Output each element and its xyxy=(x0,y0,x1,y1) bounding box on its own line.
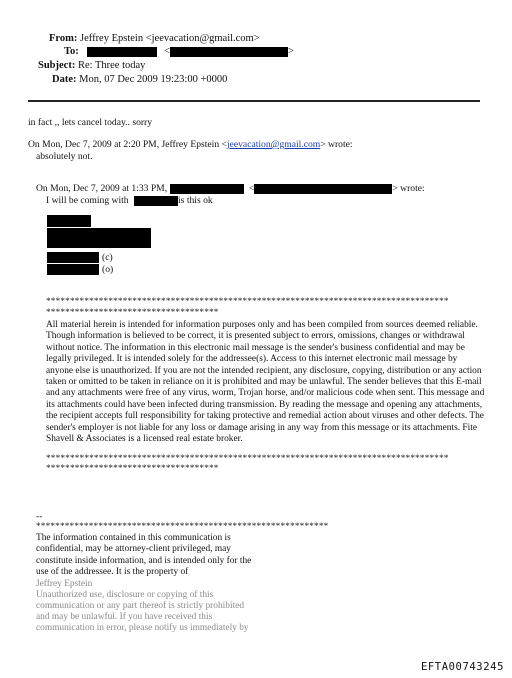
subject-label: Subject: xyxy=(38,60,76,71)
redaction-box xyxy=(134,196,178,206)
redaction-box xyxy=(170,184,244,194)
bates-number: EFTA00743245 xyxy=(420,661,504,673)
quote-2-suffix: > wrote: xyxy=(392,183,425,194)
quote-1-prefix: On Mon, Dec 7, 2009 at 2:20 PM, Jeffrey Epstein < xyxy=(28,139,227,150)
line-3-prefix: I will be coming with xyxy=(46,195,129,206)
header-subject xyxy=(38,60,145,71)
to-bracket-close: > xyxy=(287,46,294,57)
confidentiality-grey-line: and may be unlawful. If you have received this xyxy=(36,612,213,622)
phone-c-label: (c) xyxy=(102,252,113,263)
quote-2-lt: < xyxy=(248,183,255,194)
header-to xyxy=(64,46,294,57)
redaction-box xyxy=(254,184,392,194)
redaction-box xyxy=(47,252,99,263)
redaction-box xyxy=(47,228,151,248)
to-label: To: xyxy=(64,46,79,57)
phone-o-label: (o) xyxy=(102,264,114,275)
from-value: Jeffrey Epstein <jeevacation@gmail.com> xyxy=(80,33,260,44)
star-divider: ************************************************************************************ xyxy=(46,453,449,463)
redaction-box xyxy=(87,47,157,57)
redaction-box xyxy=(47,264,99,275)
confidentiality-grey-line: Jeffrey Epstein xyxy=(36,579,93,589)
confidentiality-grey-line: Unauthorized use, disclosure or copying of this xyxy=(36,590,214,600)
quote-1-header xyxy=(28,139,353,150)
date-value: Mon, 07 Dec 2009 19:23:00 +0000 xyxy=(79,74,228,85)
star-divider: ************************************************************************************ xyxy=(46,296,449,306)
confidentiality-text: The information contained in this communication is confidential, may be attorney-client privileged, may constitute inside information, and is intended only for the use of the addressee. It is the property of xyxy=(36,533,252,578)
line-3-suffix: is this ok xyxy=(178,195,213,206)
confidentiality-grey-line: communication in error, please notify us immediately by xyxy=(36,623,249,633)
message-line-3 xyxy=(46,195,213,206)
email-link[interactable]: jeevacation@gmail.com xyxy=(226,139,321,150)
star-divider: ************************************ xyxy=(46,463,219,473)
subject-value: Re: Three today xyxy=(77,60,146,71)
redaction-box xyxy=(170,47,288,57)
to-bracket-open: < xyxy=(164,46,170,57)
confidentiality-grey-line: communication or any part thereof is strictly prohibited xyxy=(36,601,245,611)
star-divider: ************************************************************* xyxy=(36,521,329,531)
reply-2: absolutely not. xyxy=(36,151,93,162)
reply-1: in fact ,, lets cancel today.. sorry xyxy=(28,117,153,128)
from-label: From: xyxy=(49,33,78,44)
quote-2-prefix: On Mon, Dec 7, 2009 at 1:33 PM, xyxy=(36,183,168,194)
redaction-box xyxy=(47,215,91,227)
header-date xyxy=(52,74,227,85)
signature-dashes: -- xyxy=(36,511,43,522)
quote-2-header xyxy=(36,183,425,194)
quote-1-suffix: > wrote: xyxy=(320,139,353,150)
date-label: Date: xyxy=(52,74,77,85)
header-from xyxy=(49,33,260,44)
disclaimer-text: All material herein is intended for information purposes only and has been compiled from sources deemed reliable. Though information is believed to be correct, it is presented subject to errors, omissions, changes or withdrawal without notice. The information in this electronic mail message is the sender's business confidential and may be legally privileged. It is intended solely for the addressee(s). Access to this internet electronic mail message by anyone else is unauthorized. If you are not the intended recipient, any disclosure, copying, distribution or any action taken or omitted to be taken in reliance on it is prohibited and may be unlawful. The sender believes that this E-mail and any attachments were free of any virus, worm, Trojan horse, and/or malicious code when sent. This message and its attachments could have been infected during transmission. By reading the message and opening any attachments, the recipient accepts full responsibility for taking protective and remedial action about viruses and other defects. The sender's employer is not liable for any loss or damage arising in any way from this message or its attachments. Fite Shavell & Associates is a licensed real estate broker. xyxy=(46,320,485,445)
star-divider: ************************************ xyxy=(46,307,219,317)
header-divider xyxy=(28,100,480,102)
